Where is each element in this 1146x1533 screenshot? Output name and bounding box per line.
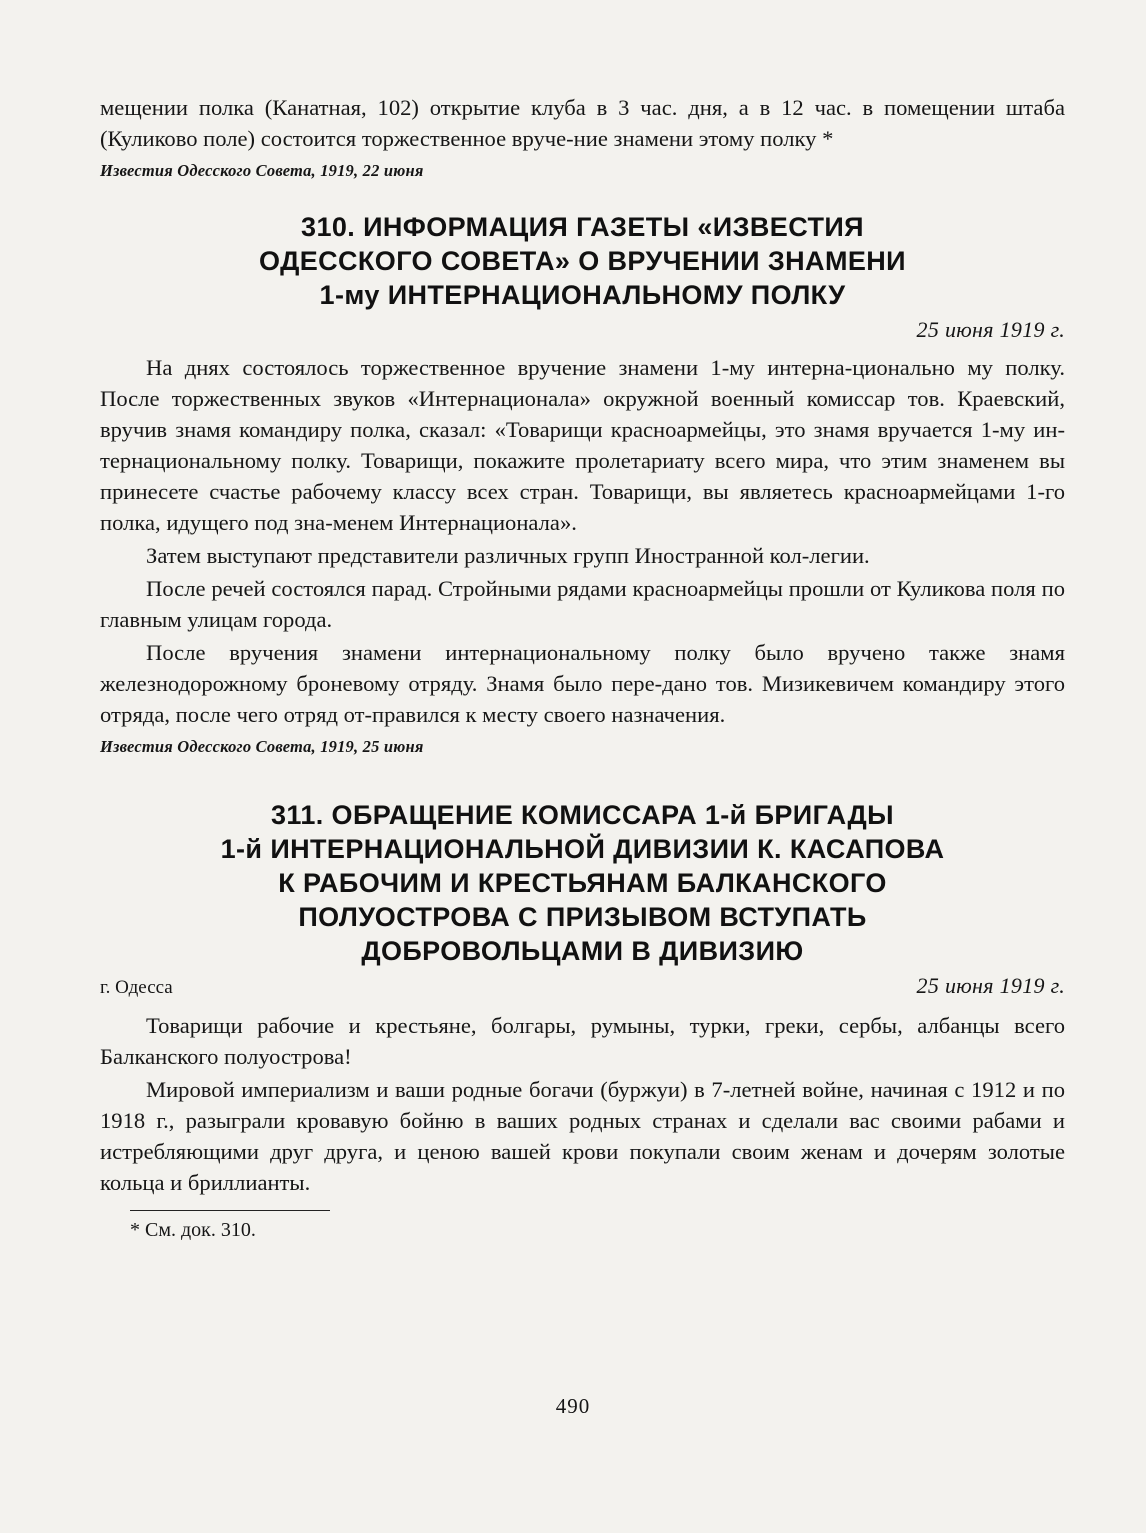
heading-line: ПОЛУОСТРОВА С ПРИЗЫВОМ ВСТУПАТЬ	[298, 902, 867, 932]
document-date: 25 июня 1919 г.	[916, 317, 1065, 342]
document-place: г. Одесса	[100, 977, 173, 998]
paragraph: Мировой империализм и ваши родные богачи (буржуи) в 7-летней войне, начиная с 1912 и по 1918 г., разыграли кровавую бойню в ваших родных странах и сделали вас своими рабами и истребляющими друг друга, и ценою вашей крови покупали своим женам и дочерям золотые кольца и бриллианты.	[100, 1077, 1065, 1195]
document-date: 25 июня 1919 г.	[916, 973, 1065, 998]
heading-line: 1-му ИНТЕРНАЦИОНАЛЬНОМУ ПОЛКУ	[319, 280, 846, 310]
paragraph: После речей состоялся парад. Стройными рядами красноармейцы прошли от Куликова поля по главным улицам города.	[100, 576, 1065, 632]
paragraph: После вручения знамени интернациональному полку было вручено также знамя железнодорожному броневому отряду. Знамя было пере-дано тов. Мизикевичем командиру этого отряда, после чего отряд от-правился к месту своего назначения.	[100, 640, 1065, 727]
document-heading-311	[100, 798, 1065, 968]
source-citation: Известия Одесского Совета, 1919, 25 июня	[100, 737, 424, 756]
paragraph: Товарищи рабочие и крестьяне, болгары, румыны, турки, греки, сербы, албанцы всего Балканского полуострова!	[100, 1013, 1065, 1069]
footnote-divider	[130, 1210, 330, 1211]
paragraph: На днях состоялось торжественное вручение знамени 1-му интерна-ционально му полку. После торжественных звуков «Интернационала» окружной военный комиссар тов. Краевский, вручив знамя командиру полка, сказал: «Товарищи красноармейцы, это знамя вручается 1-му ин-тернациональному полку. Товарищи, покажите пролетариату всего мира, что этим знаменем вы принесете счастье рабочему классу всех стран. Товарищи, вы являетесь красноармейцами 1-го полка, идущего под зна-менем Интернационала».	[100, 355, 1065, 535]
source-citation: Известия Одесского Совета, 1919, 22 июня	[100, 161, 424, 180]
heading-line: 311. ОБРАЩЕНИЕ КОМИССАРА 1-й БРИГАДЫ	[271, 800, 894, 830]
heading-line: ОДЕССКОГО СОВЕТА» О ВРУЧЕНИИ ЗНАМЕНИ	[259, 246, 906, 276]
heading-line: К РАБОЧИМ И КРЕСТЬЯНАМ БАЛКАНСКОГО	[278, 868, 887, 898]
heading-line: ДОБРОВОЛЬЦАМИ В ДИВИЗИЮ	[361, 936, 804, 966]
continued-paragraph: мещении полка (Канатная, 102) открытие клуба в 3 час. дня, а в 12 час. в помещении штаба (Куликово поле) состоится торжественное вруче-ние знамени этому полку *	[100, 95, 1065, 151]
document-heading-310	[100, 210, 1065, 312]
heading-line: 310. ИНФОРМАЦИЯ ГАЗЕТЫ «ИЗВЕСТИЯ	[301, 212, 864, 242]
heading-line: 1-й ИНТЕРНАЦИОНАЛЬНОЙ ДИВИЗИИ К. КАСАПОВА	[220, 834, 945, 864]
paragraph: Затем выступают представители различных групп Иностранной кол-легии.	[146, 543, 870, 568]
footnote: * См. док. 310.	[130, 1219, 256, 1241]
document-page	[100, 92, 1065, 1243]
page-number: 490	[555, 1394, 591, 1418]
dateline-310	[100, 316, 1065, 344]
dateline-311	[100, 972, 1065, 1002]
